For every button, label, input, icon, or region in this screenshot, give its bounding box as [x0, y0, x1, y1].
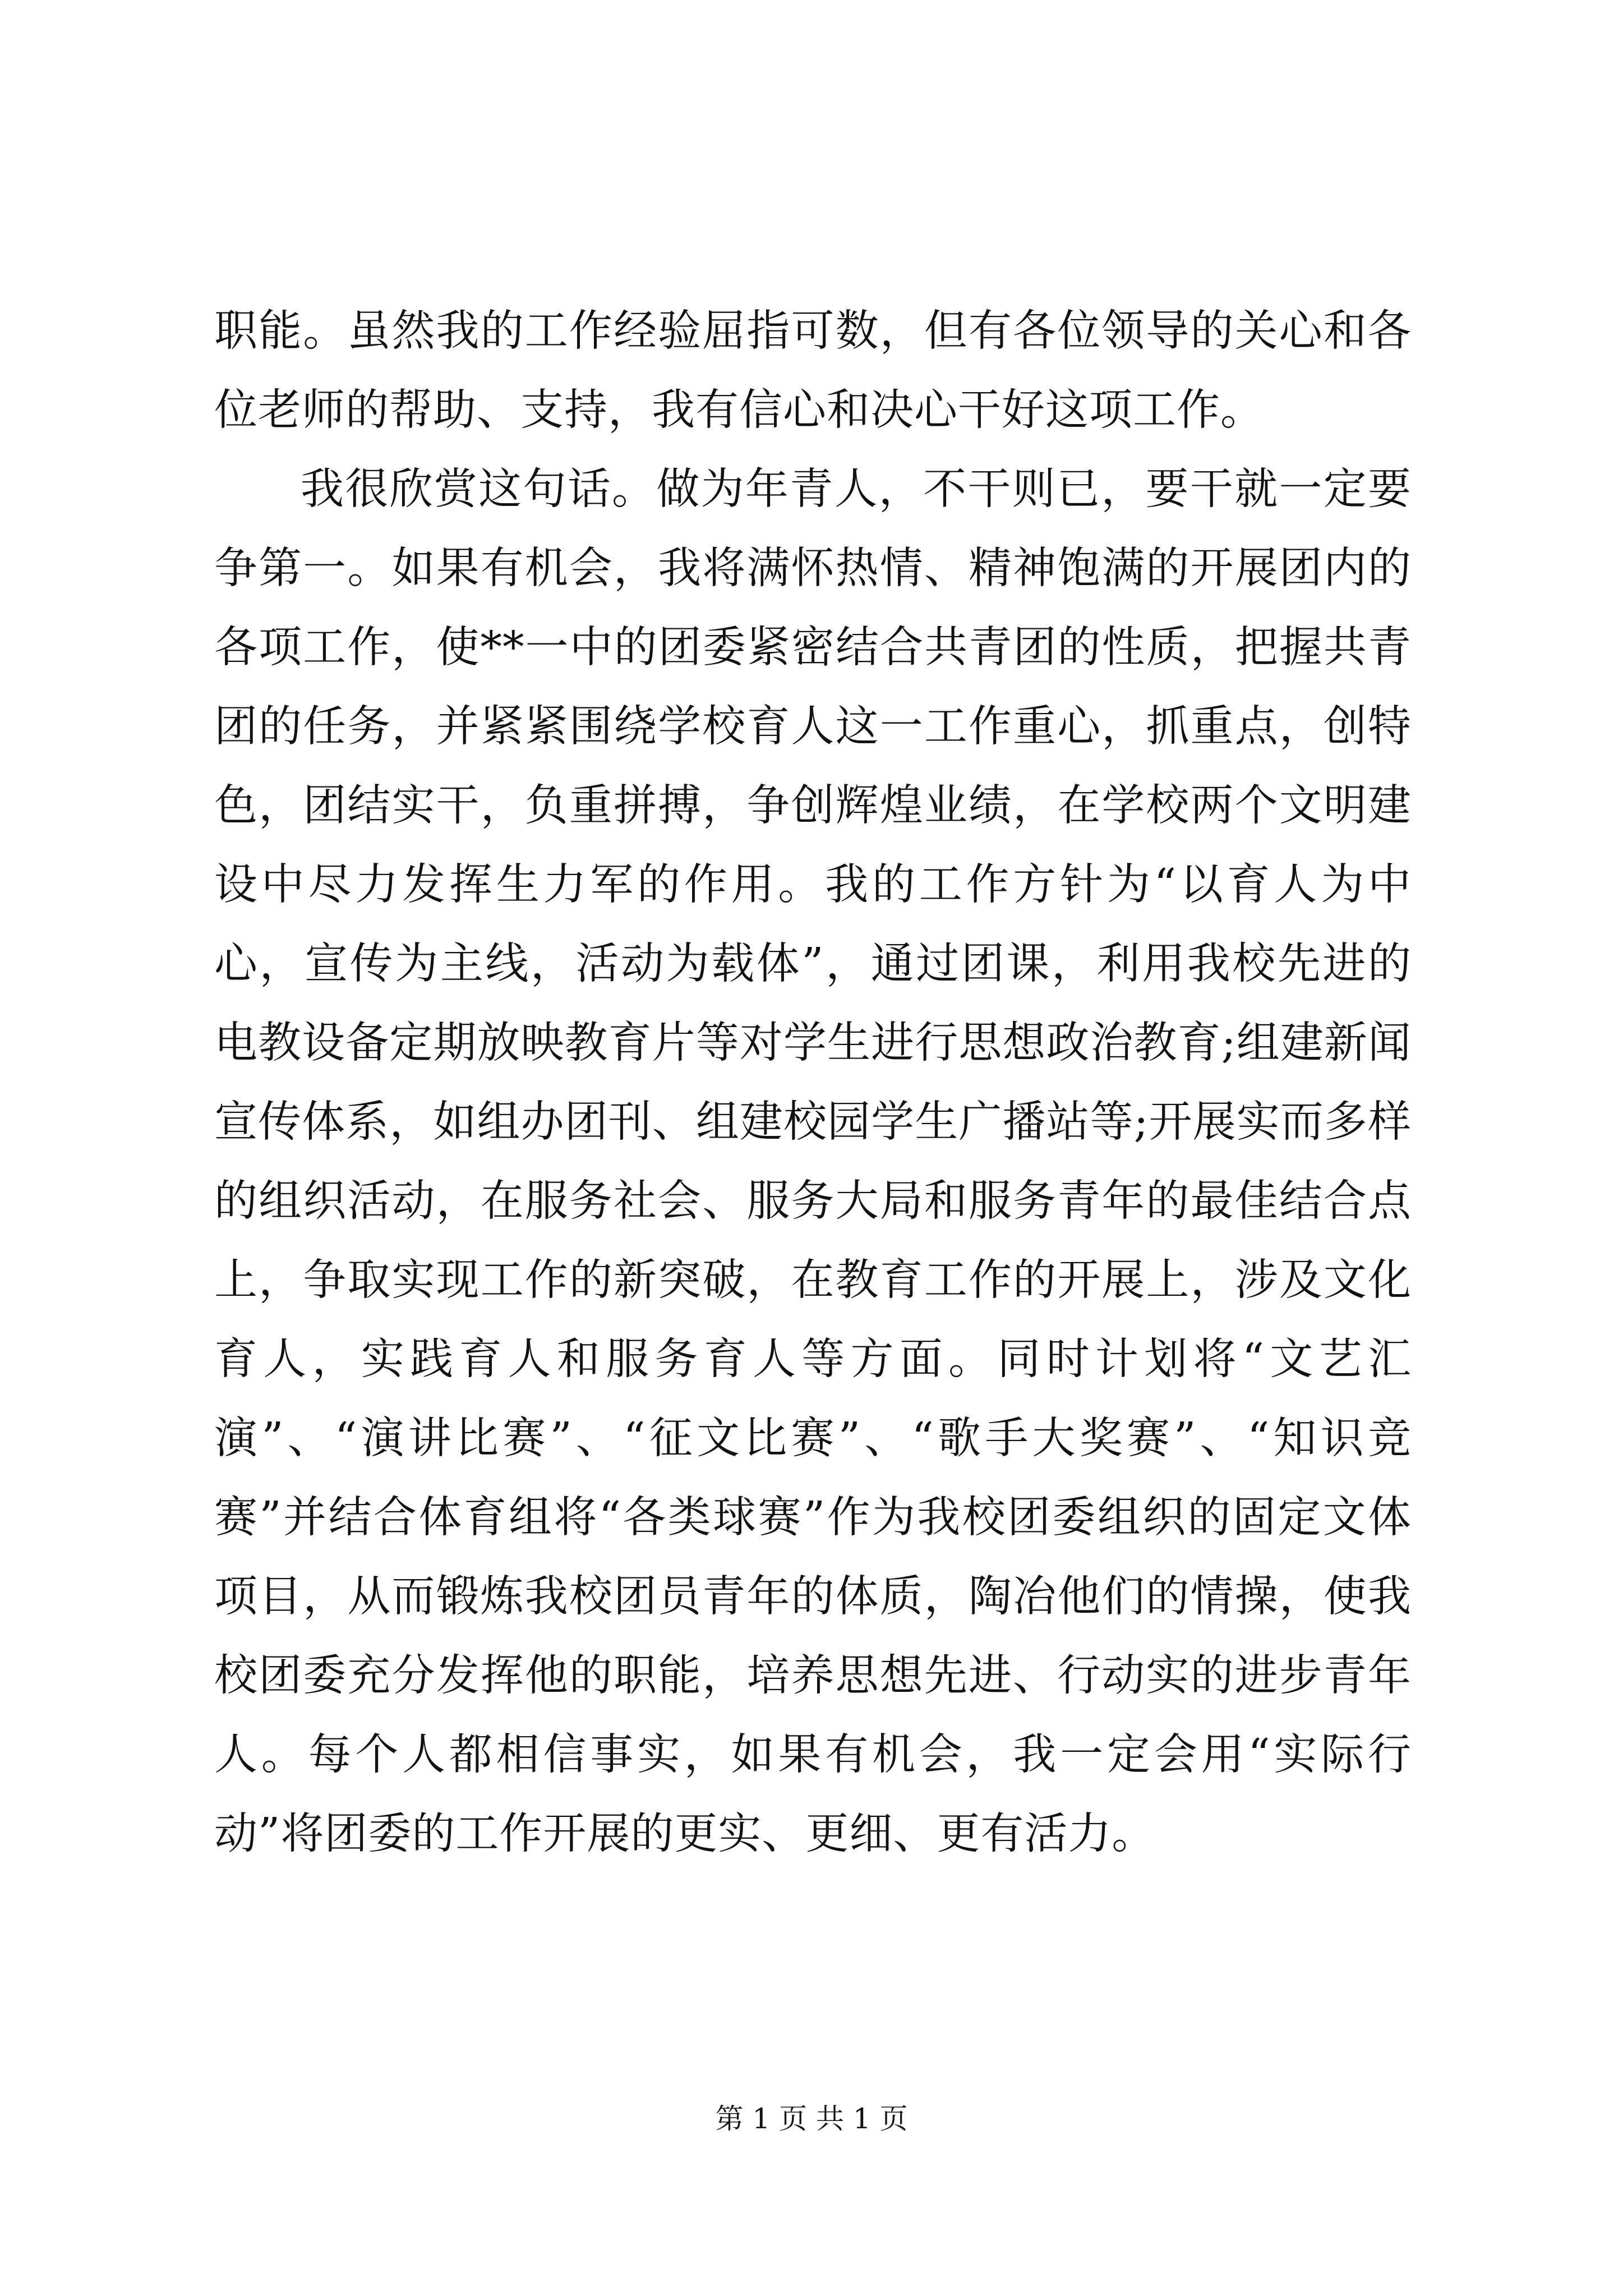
document-body — [214, 292, 1412, 1874]
page-footer — [0, 2099, 1623, 2138]
page-number: 第 1 页 共 1 页 — [715, 2102, 908, 2135]
paragraph-1: 职能。虽然我的工作经验屈指可数，但有各位领导的关心和各位老师的帮助、支持，我有信心和决心干好这项工作。 — [214, 306, 1412, 435]
paragraph-2: 我很欣赏这句话。做为年青人，不干则已，要干就一定要争第一。如果有机会，我将满怀热情、精神饱满的开展团内的各项工作，使**一中的团委紧密结合共青团的性质，把握共青团的任务，并紧紧围绕学校育人这一工作重心，抓重点，创特色，团结实干，负重拼搏，争创辉煌业绩，在学校两个文明建设中尽力发挥生力军的作用。我的工作方针为“以育人为中心，宣传为主线，活动为载体”，通过团课，利用我校先进的电教设备定期放映教育片等对学生进行思想政治教育;组建新闻宣传体系，如组办团刊、组建校园学生广播站等;开展实而多样的组织活动，在服务社会、服务大局和服务青年的最佳结合点上，争取实现工作的新突破，在教育工作的开展上，涉及文化育人，实践育人和服务育人等方面。同时计划将“文艺汇演”、“演讲比赛”、“征文比赛”、“歌手大奖赛”、“知识竞赛”并结合体育组将“各类球赛”作为我校团委组织的固定文体项目，从而锻炼我校团员青年的体质，陶冶他们的情操，使我校团委充分发挥他的职能，培养思想先进、行动实的进步青年人。每个人都相信事实，如果有机会，我一定会用“实际行动”将团委的工作开展的更实、更细、更有活力。 — [214, 464, 1412, 1859]
